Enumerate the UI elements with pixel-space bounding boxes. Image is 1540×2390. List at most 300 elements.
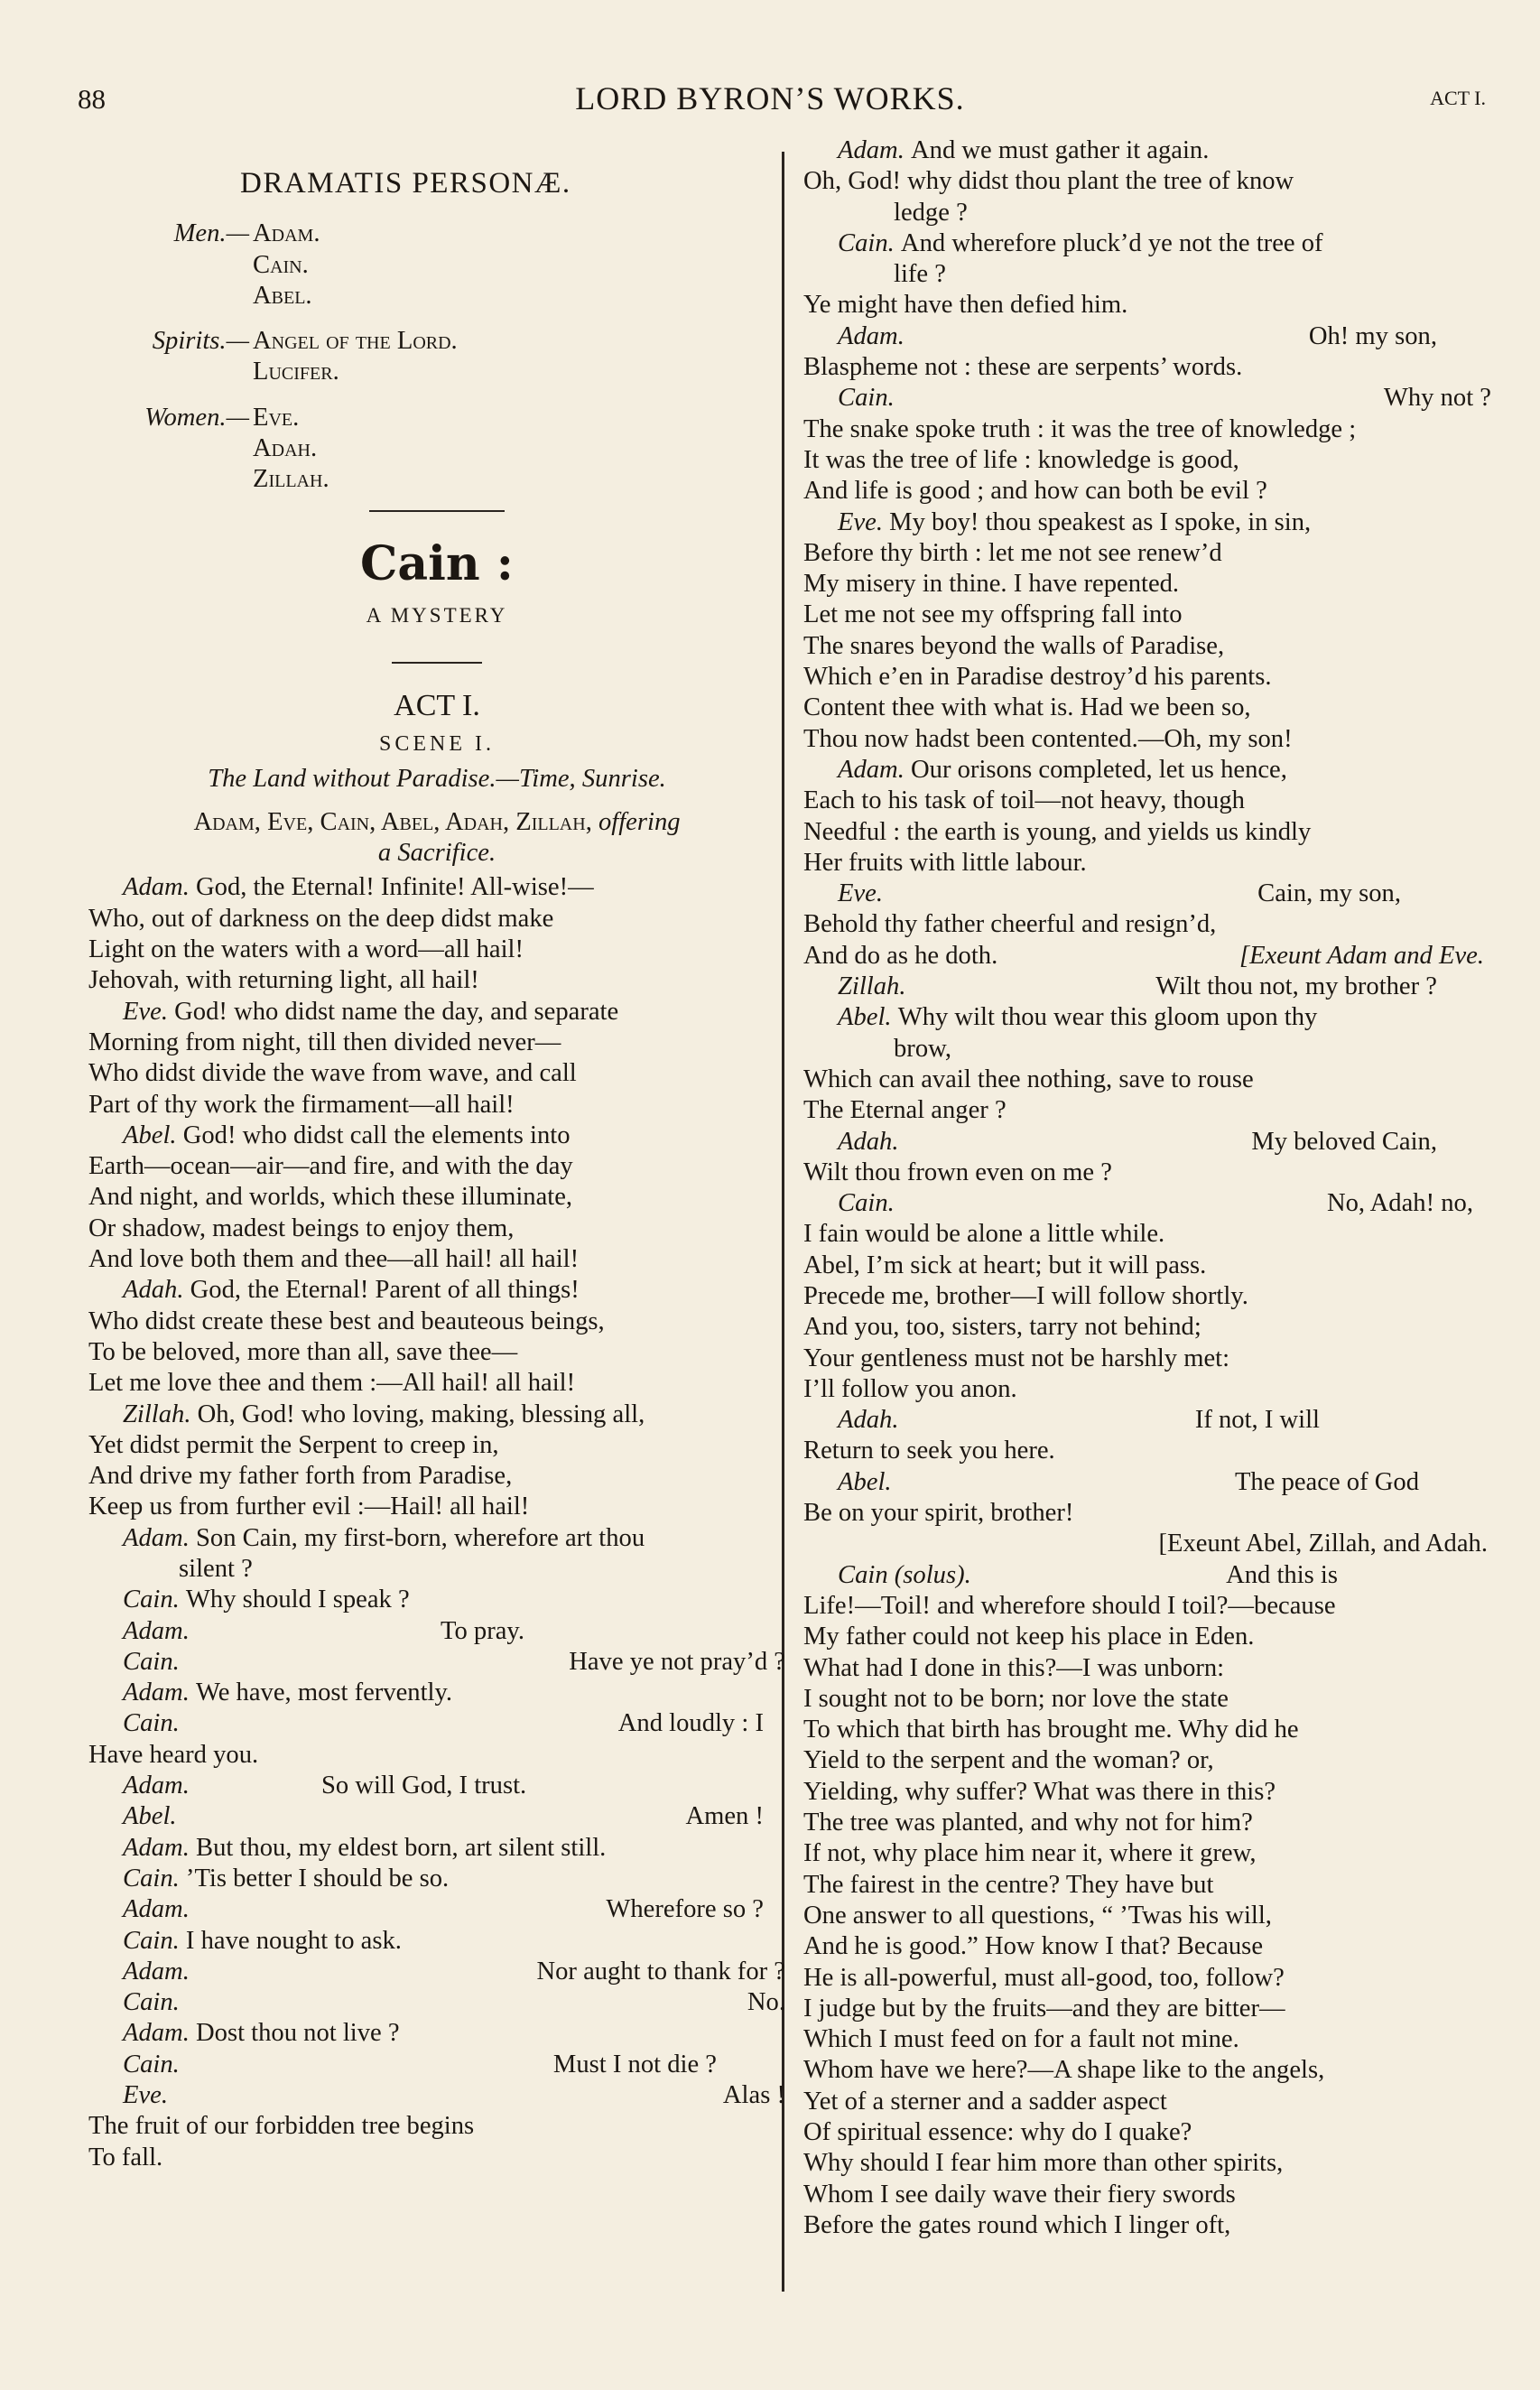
line-text: But thou, my eldest born, art silent still. bbox=[196, 1833, 607, 1862]
line-text: Content thee with what is. Had we been so, bbox=[803, 693, 1251, 722]
line-text: Son Cain, my first-born, wherefore art thou bbox=[196, 1523, 645, 1552]
speaker-name: Adam. bbox=[838, 755, 912, 784]
line-text: God, the Eternal! Infinite! All-wise!— bbox=[196, 873, 594, 902]
speaker-name: Adam. bbox=[123, 1679, 197, 1707]
line-text: And do as he doth. bbox=[803, 941, 998, 970]
dialogue-line bbox=[803, 476, 1491, 507]
speaker-name: Adam. bbox=[123, 2019, 197, 2048]
line-text: One answer to all questions, “ ’Twas his will, bbox=[803, 1901, 1272, 1930]
line-text: Why should I fear him more than other spirits, bbox=[803, 2149, 1284, 2178]
dialogue-line bbox=[803, 1838, 1491, 1869]
dialogue-line bbox=[803, 1436, 1491, 1466]
line-text: Must I not die ? bbox=[552, 2050, 717, 2078]
dialogue-line bbox=[803, 1870, 1491, 1901]
line-text: Yield to the serpent and the woman? or, bbox=[803, 1746, 1214, 1775]
dialogue-line bbox=[88, 1864, 785, 1894]
line-text: The snares beyond the walls of Paradise, bbox=[803, 631, 1225, 660]
dialogue-line bbox=[803, 414, 1491, 445]
line-text: No. bbox=[747, 1988, 785, 2017]
dialogue-line bbox=[88, 1708, 785, 1739]
dialogue-line bbox=[803, 631, 1491, 662]
dialogue-line bbox=[88, 1740, 785, 1771]
dialogue-line bbox=[88, 1616, 785, 1647]
line-text: Ye might have then defied him. bbox=[803, 291, 1128, 320]
line-text: Before thy birth : let me not see renew’d bbox=[803, 538, 1222, 567]
dramatis-name: Angel of the Lord. bbox=[253, 327, 458, 356]
line-text: God, the Eternal! Parent of all things! bbox=[190, 1276, 580, 1305]
line-text: Abel, I’m sick at heart; but it will pass. bbox=[803, 1251, 1207, 1279]
line-text: No, Adah! no, bbox=[1326, 1189, 1473, 1218]
line-text: My boy! thou speakest as I spoke, in sin, bbox=[889, 507, 1312, 536]
line-text: And life is good ; and how can both be evil ? bbox=[803, 477, 1267, 506]
line-text: Life!—Toil! and wherefore should I toil?—because bbox=[803, 1591, 1336, 1620]
dialogue-line bbox=[803, 321, 1491, 352]
dialogue-line bbox=[803, 1251, 1491, 1281]
line-text: The fairest in the centre? They have but bbox=[803, 1870, 1214, 1899]
line-text: And night, and worlds, which these illuminate, bbox=[88, 1183, 573, 1212]
dialogue-line bbox=[803, 445, 1491, 476]
line-text: God! who didst call the elements into bbox=[182, 1121, 571, 1149]
line-text: So will God, I trust. bbox=[321, 1772, 527, 1800]
speaker-name: Abel. bbox=[838, 1003, 898, 1032]
line-text: I fain would be alone a little while. bbox=[803, 1220, 1165, 1249]
dialogue-line bbox=[88, 904, 785, 935]
dialogue-line bbox=[803, 538, 1491, 569]
dialogue-line bbox=[88, 2018, 785, 2049]
act-label: ACT I. bbox=[1430, 87, 1486, 109]
speaker-name: Cain. bbox=[123, 1864, 186, 1892]
line-text: I’ll follow you anon. bbox=[803, 1374, 1017, 1403]
speaker-name: Adam. bbox=[123, 1523, 197, 1552]
dialogue-line bbox=[803, 693, 1491, 723]
dialogue-line bbox=[803, 1560, 1491, 1591]
dialogue-line bbox=[88, 1121, 785, 1151]
line-text: Nor aught to thank for ? bbox=[536, 1957, 785, 1985]
dialogue-line bbox=[88, 1090, 785, 1121]
line-text: Oh, God! why didst thou plant the tree of know bbox=[803, 167, 1294, 196]
line-text: Each to his task of toil—not heavy, though bbox=[803, 786, 1245, 815]
dramatis-list bbox=[88, 219, 785, 495]
speaker-name: Abel. bbox=[123, 1802, 177, 1831]
dialogue-line bbox=[803, 2024, 1491, 2055]
line-text: I sought not to be born; nor love the state bbox=[803, 1684, 1229, 1713]
line-text: To fall. bbox=[88, 2143, 163, 2171]
dialogue-line bbox=[88, 965, 785, 996]
line-text: He is all-powerful, must all-good, too, follow? bbox=[803, 1963, 1285, 1992]
dialogue-line bbox=[803, 1467, 1491, 1498]
line-text: God! who didst name the day, and separate bbox=[174, 997, 619, 1026]
dramatis-row bbox=[88, 433, 785, 464]
continuation-text: ledge ? bbox=[894, 198, 968, 227]
dialogue-line bbox=[88, 1987, 785, 2018]
dramatis-label: Women.— bbox=[144, 403, 249, 432]
line-text: And we must gather it again. bbox=[911, 136, 1210, 164]
running-title: LORD BYRON’S WORKS. bbox=[575, 80, 965, 116]
dialogue-line bbox=[803, 817, 1491, 848]
line-text: Our orisons completed, let us hence, bbox=[911, 755, 1287, 784]
dialogue-line bbox=[803, 198, 1491, 228]
dialogue-line bbox=[88, 2080, 785, 2111]
line-text: ’Tis better I should be so. bbox=[185, 1864, 450, 1892]
dialogue-line bbox=[803, 1931, 1491, 1962]
dialogue-line bbox=[803, 2087, 1491, 2117]
right-column bbox=[803, 135, 1491, 2241]
dialogue-line bbox=[803, 1158, 1491, 1188]
speaker-name: Cain. bbox=[838, 228, 901, 257]
dialogue-line bbox=[88, 1307, 785, 1337]
line-text: Who didst create these best and beauteous beings, bbox=[88, 1307, 605, 1335]
dialogue-line bbox=[803, 662, 1491, 693]
speaker-name: Adah. bbox=[838, 1127, 899, 1156]
dialogue-line bbox=[803, 135, 1491, 166]
dramatis-group bbox=[88, 403, 785, 496]
dialogue-line bbox=[88, 1678, 785, 1708]
dialogue-line bbox=[803, 1405, 1491, 1436]
dialogue-line bbox=[803, 909, 1491, 940]
line-text: It was the tree of life : knowledge is good, bbox=[803, 445, 1239, 474]
dialogue-line bbox=[88, 1957, 785, 1987]
line-text: To be beloved, more than all, save thee— bbox=[88, 1337, 518, 1366]
line-text: Light on the waters with a word—all hail! bbox=[88, 935, 524, 964]
dialogue-line bbox=[88, 1275, 785, 1306]
dialogue-line bbox=[88, 1028, 785, 1058]
speaker-name: Abel. bbox=[838, 1467, 892, 1496]
dramatis-name: Cain. bbox=[253, 250, 309, 279]
dialogue-line bbox=[88, 1461, 785, 1492]
dramatis-row bbox=[88, 326, 785, 357]
speaker-name: Adam. bbox=[838, 321, 905, 350]
dialogue-line bbox=[803, 1745, 1491, 1776]
line-text: My misery in thine. I have repented. bbox=[803, 570, 1180, 599]
line-text: Why wilt thou wear this gloom upon thy bbox=[897, 1003, 1318, 1032]
stage-direction: [Exeunt Adam and Eve. bbox=[1238, 941, 1484, 970]
speaker-name: Adam. bbox=[123, 1895, 190, 1924]
dramatis-row bbox=[88, 403, 785, 433]
dramatis-row bbox=[88, 281, 785, 312]
line-text: If not, why place him near it, where it grew, bbox=[803, 1839, 1257, 1868]
speaker-name: Abel. bbox=[123, 1121, 183, 1149]
line-text: Or shadow, madest beings to enjoy them, bbox=[88, 1214, 515, 1242]
speaker-name: Cain. bbox=[123, 2050, 180, 2078]
line-text: The peace of God bbox=[1234, 1467, 1419, 1496]
line-text: Oh! my son, bbox=[1308, 321, 1437, 350]
dialogue-line bbox=[88, 997, 785, 1028]
dramatis-label: Men.— bbox=[173, 219, 249, 248]
line-text: What had I done in this?—I was unborn: bbox=[803, 1653, 1225, 1682]
dialogue-line bbox=[803, 2117, 1491, 2148]
dialogue-line bbox=[803, 1188, 1491, 1219]
line-text: Thou now hadst been contented.—Oh, my son! bbox=[803, 724, 1293, 753]
speaker-name: Eve. bbox=[123, 997, 175, 1026]
dramatis-row bbox=[88, 219, 785, 249]
line-text: The Eternal anger ? bbox=[803, 1096, 1007, 1125]
speaker-name: Adah. bbox=[838, 1406, 899, 1435]
right-dialogue bbox=[803, 135, 1491, 2241]
speaker-name: Zillah. bbox=[123, 1400, 198, 1428]
line-text: Whom have we here?—A shape like to the angels, bbox=[803, 2056, 1325, 2085]
dialogue-line bbox=[803, 2148, 1491, 2179]
dialogue-line bbox=[88, 872, 785, 903]
dramatis-label bbox=[88, 433, 253, 464]
line-text: Cain, my son, bbox=[1257, 879, 1401, 908]
line-text: Why not ? bbox=[1383, 384, 1491, 413]
play-title: Cain : bbox=[360, 535, 514, 591]
line-text: I judge but by the fruits—and they are bitter— bbox=[803, 1994, 1285, 2023]
dialogue-line bbox=[88, 1585, 785, 1615]
dramatis-group bbox=[88, 326, 785, 388]
continuation-text: silent ? bbox=[179, 1554, 253, 1583]
line-text: And wherefore pluck’d ye not the tree of bbox=[900, 228, 1323, 257]
dialogue-line bbox=[803, 1065, 1491, 1095]
line-text: Which can avail thee nothing, save to rouse bbox=[803, 1065, 1254, 1093]
characters-line: Adam, Eve, Cain, Abel, Adah, Zillah, offering a Sacrifice. bbox=[193, 807, 681, 868]
line-text: And love both them and thee—all hail! all hail! bbox=[88, 1245, 580, 1274]
dialogue-line bbox=[88, 1926, 785, 1957]
act-heading: ACT I. bbox=[394, 688, 480, 722]
dialogue-line bbox=[88, 1647, 785, 1678]
dialogue-line bbox=[803, 1219, 1491, 1250]
line-text: Whom I see daily wave their fiery swords bbox=[803, 2180, 1236, 2209]
speaker-name: Cain. bbox=[123, 1988, 180, 2017]
line-text: Oh, God! who loving, making, blessing all, bbox=[197, 1400, 645, 1428]
line-text: Precede me, brother—I will follow shortly. bbox=[803, 1281, 1248, 1310]
dialogue-line bbox=[803, 1653, 1491, 1684]
dialogue-line bbox=[803, 1684, 1491, 1715]
speaker-name: Adam. bbox=[123, 1833, 197, 1862]
dialogue-line bbox=[803, 1963, 1491, 1994]
dramatis-row bbox=[88, 464, 785, 495]
dramatis-name: Abel. bbox=[253, 281, 312, 310]
dialogue-line bbox=[803, 569, 1491, 600]
line-text: Keep us from further evil :—Hail! all hail! bbox=[88, 1493, 530, 1521]
stage-direction: [Exeunt Abel, Zillah, and Adah. bbox=[1158, 1530, 1488, 1558]
dramatis-name: Zillah. bbox=[253, 465, 329, 494]
speaker-name: Eve. bbox=[838, 879, 883, 908]
continuation-text: life ? bbox=[894, 260, 946, 289]
continuation-text: brow, bbox=[894, 1034, 952, 1063]
speaker-name: Adam. bbox=[123, 873, 197, 902]
line-text: The snake spoke truth : it was the tree of knowledge ; bbox=[803, 414, 1357, 443]
dialogue-line bbox=[803, 848, 1491, 879]
dialogue-line bbox=[803, 1808, 1491, 1838]
dramatis-name: Adah. bbox=[253, 434, 318, 463]
line-text: Morning from night, till then divided never— bbox=[88, 1028, 561, 1056]
dialogue-line bbox=[88, 1523, 785, 1554]
dialogue-line bbox=[88, 1151, 785, 1182]
line-text: Her fruits with little labour. bbox=[803, 848, 1087, 877]
dramatis-name: Adam. bbox=[253, 219, 320, 248]
line-text: Return to seek you here. bbox=[803, 1437, 1055, 1465]
dialogue-line bbox=[803, 2210, 1491, 2241]
line-text: Yet of a sterner and a sadder aspect bbox=[803, 2087, 1167, 2116]
dialogue-line bbox=[803, 1034, 1491, 1065]
dialogue-line bbox=[88, 1430, 785, 1461]
line-text: My father could not keep his place in Eden. bbox=[803, 1623, 1255, 1651]
dialogue-line bbox=[803, 290, 1491, 321]
dialogue-line bbox=[803, 724, 1491, 755]
scene-heading: SCENE I. bbox=[379, 732, 495, 757]
dialogue-line bbox=[803, 259, 1491, 290]
play-subtitle: A MYSTERY bbox=[366, 603, 508, 627]
line-text: Jehovah, with returning light, all hail! bbox=[88, 966, 479, 995]
dialogue-line bbox=[803, 1127, 1491, 1158]
line-text: Yet didst permit the Serpent to creep in, bbox=[88, 1430, 499, 1459]
line-text: Wilt thou not, my brother ? bbox=[1155, 972, 1437, 1001]
dialogue-line bbox=[803, 972, 1491, 1002]
dramatis-label bbox=[88, 250, 253, 281]
dialogue-line bbox=[88, 1894, 785, 1925]
left-dialogue bbox=[88, 872, 785, 2172]
line-text: Before the gates round which I linger oft, bbox=[803, 2210, 1231, 2239]
dialogue-line bbox=[803, 600, 1491, 630]
speaker-name: Cain. bbox=[838, 384, 895, 413]
dialogue-line bbox=[803, 1095, 1491, 1126]
scene-setting: The Land without Paradise.—Time, Sunrise. bbox=[208, 764, 666, 793]
dialogue-line bbox=[88, 935, 785, 965]
dialogue-line bbox=[803, 1591, 1491, 1622]
line-text: Alas ! bbox=[722, 2081, 785, 2110]
dialogue-line bbox=[803, 1002, 1491, 1033]
section-rule bbox=[369, 510, 505, 512]
dialogue-line bbox=[803, 2055, 1491, 2086]
line-text: Let me not see my offspring fall into bbox=[803, 600, 1183, 629]
dialogue-line bbox=[803, 2180, 1491, 2210]
line-text: We have, most fervently. bbox=[196, 1679, 453, 1707]
line-text: Who, out of darkness on the deep didst make bbox=[88, 904, 554, 933]
dialogue-line bbox=[803, 507, 1491, 538]
dialogue-line bbox=[803, 879, 1491, 909]
section-rule bbox=[392, 662, 482, 664]
dialogue-line bbox=[803, 228, 1491, 259]
dialogue-line bbox=[88, 2111, 785, 2142]
dialogue-line bbox=[88, 1214, 785, 1244]
dialogue-line bbox=[803, 166, 1491, 197]
speaker-name: Eve. bbox=[838, 507, 890, 536]
line-text: Of spiritual essence: why do I quake? bbox=[803, 2118, 1192, 2146]
dialogue-line bbox=[803, 1281, 1491, 1312]
speaker-name: Adam. bbox=[838, 136, 912, 164]
line-text: And this is bbox=[1226, 1560, 1338, 1589]
speaker-name: Adah. bbox=[123, 1276, 190, 1305]
line-text: And loudly : I bbox=[617, 1709, 764, 1738]
dramatis-row bbox=[88, 357, 785, 387]
speaker-name: Adam. bbox=[123, 1772, 190, 1800]
dialogue-line bbox=[88, 2143, 785, 2173]
line-text: Wilt thou frown even on me ? bbox=[803, 1158, 1112, 1186]
dialogue-line bbox=[88, 1058, 785, 1089]
speaker-name: Adam. bbox=[123, 1616, 190, 1645]
dramatis-title: DRAMATIS PERSONÆ. bbox=[240, 167, 571, 200]
left-column bbox=[88, 135, 785, 2173]
speaker-name: Cain. bbox=[838, 1189, 895, 1218]
dialogue-line bbox=[88, 2050, 785, 2080]
dramatis-row bbox=[88, 250, 785, 281]
line-text: And you, too, sisters, tarry not behind; bbox=[803, 1313, 1201, 1342]
line-text: Behold thy father cheerful and resign’d, bbox=[803, 910, 1217, 939]
dramatis-label bbox=[88, 281, 253, 312]
page-number: 88 bbox=[78, 83, 106, 115]
dialogue-line bbox=[88, 1182, 785, 1213]
line-text: Be on your spirit, brother! bbox=[803, 1499, 1074, 1528]
speaker-name: Eve. bbox=[123, 2081, 168, 2110]
dialogue-line bbox=[803, 755, 1491, 786]
dramatis-name: Eve. bbox=[253, 403, 300, 432]
dialogue-line bbox=[803, 1994, 1491, 2024]
line-text: Part of thy work the firmament—all hail! bbox=[88, 1090, 515, 1119]
speaker-name: Cain. bbox=[123, 1926, 186, 1955]
running-header bbox=[0, 79, 1540, 125]
dialogue-line bbox=[88, 1492, 785, 1522]
dialogue-line bbox=[803, 1312, 1491, 1343]
dramatis-name: Lucifer. bbox=[253, 358, 339, 386]
line-text: To which that birth has brought me. Why did he bbox=[803, 1716, 1299, 1744]
line-text: Have ye not pray’d ? bbox=[569, 1647, 785, 1676]
line-text: Let me love thee and them :—All hail! all hail! bbox=[88, 1369, 576, 1398]
speaker-name: Zillah. bbox=[838, 972, 906, 1001]
line-text: Your gentleness must not be harshly met: bbox=[803, 1344, 1230, 1372]
dialogue-line bbox=[803, 1374, 1491, 1405]
dialogue-line bbox=[88, 1244, 785, 1275]
dialogue-line bbox=[88, 1771, 785, 1801]
line-text: And he is good.” How know I that? Because bbox=[803, 1932, 1264, 1961]
dialogue-line bbox=[803, 1622, 1491, 1652]
line-text: Earth—ocean—air—and fire, and with the day bbox=[88, 1152, 573, 1181]
dramatis-label: Spirits.— bbox=[152, 327, 249, 356]
line-text: The fruit of our forbidden tree begins bbox=[88, 2112, 475, 2141]
speaker-name: Adam. bbox=[123, 1957, 190, 1985]
line-text: Why should I speak ? bbox=[185, 1586, 410, 1614]
dialogue-line bbox=[803, 1498, 1491, 1529]
line-text: Needful : the earth is young, and yields us kindly bbox=[803, 817, 1312, 846]
line-text: Who didst divide the wave from wave, and call bbox=[88, 1059, 577, 1088]
line-text: Blaspheme not : these are serpents’ words. bbox=[803, 353, 1243, 382]
speaker-name: Cain (solus). bbox=[838, 1560, 971, 1589]
dramatis-label bbox=[88, 357, 253, 387]
dialogue-line bbox=[803, 1344, 1491, 1374]
line-text: Have heard you. bbox=[88, 1740, 259, 1769]
line-text: Yielding, why suffer? What was there in this? bbox=[803, 1777, 1276, 1806]
dialogue-line bbox=[803, 941, 1491, 972]
dialogue-line bbox=[803, 786, 1491, 816]
speaker-name: Cain. bbox=[123, 1586, 186, 1614]
line-text: I have nought to ask. bbox=[185, 1926, 402, 1955]
line-text: My beloved Cain, bbox=[1251, 1127, 1437, 1156]
dialogue-line bbox=[88, 1368, 785, 1399]
dialogue-line bbox=[803, 383, 1491, 414]
line-text: If not, I will bbox=[1194, 1406, 1320, 1435]
line-text: Which I must feed on for a fault not mine. bbox=[803, 2025, 1239, 2054]
line-text: Wherefore so ? bbox=[606, 1895, 764, 1924]
line-text: Dost thou not live ? bbox=[196, 2019, 400, 2048]
speaker-name: Cain. bbox=[123, 1709, 180, 1738]
dialogue-line bbox=[88, 1554, 785, 1585]
dialogue-line bbox=[88, 1833, 785, 1864]
line-text: The tree was planted, and why not for him? bbox=[803, 1809, 1253, 1837]
dialogue-line bbox=[803, 1715, 1491, 1745]
dialogue-line bbox=[88, 1400, 785, 1430]
speaker-name: Cain. bbox=[123, 1647, 180, 1676]
line-text: And drive my father forth from Paradise, bbox=[88, 1462, 513, 1491]
dramatis-label bbox=[88, 464, 253, 495]
dialogue-line bbox=[88, 1801, 785, 1832]
line-text: Amen ! bbox=[685, 1802, 764, 1831]
dramatis-group bbox=[88, 219, 785, 312]
dialogue-line bbox=[88, 1337, 785, 1368]
dialogue-line bbox=[803, 1777, 1491, 1808]
line-text: Which e’en in Paradise destroy’d his parents. bbox=[803, 663, 1272, 692]
line-text: To pray. bbox=[441, 1616, 525, 1645]
dialogue-line bbox=[803, 1901, 1491, 1931]
